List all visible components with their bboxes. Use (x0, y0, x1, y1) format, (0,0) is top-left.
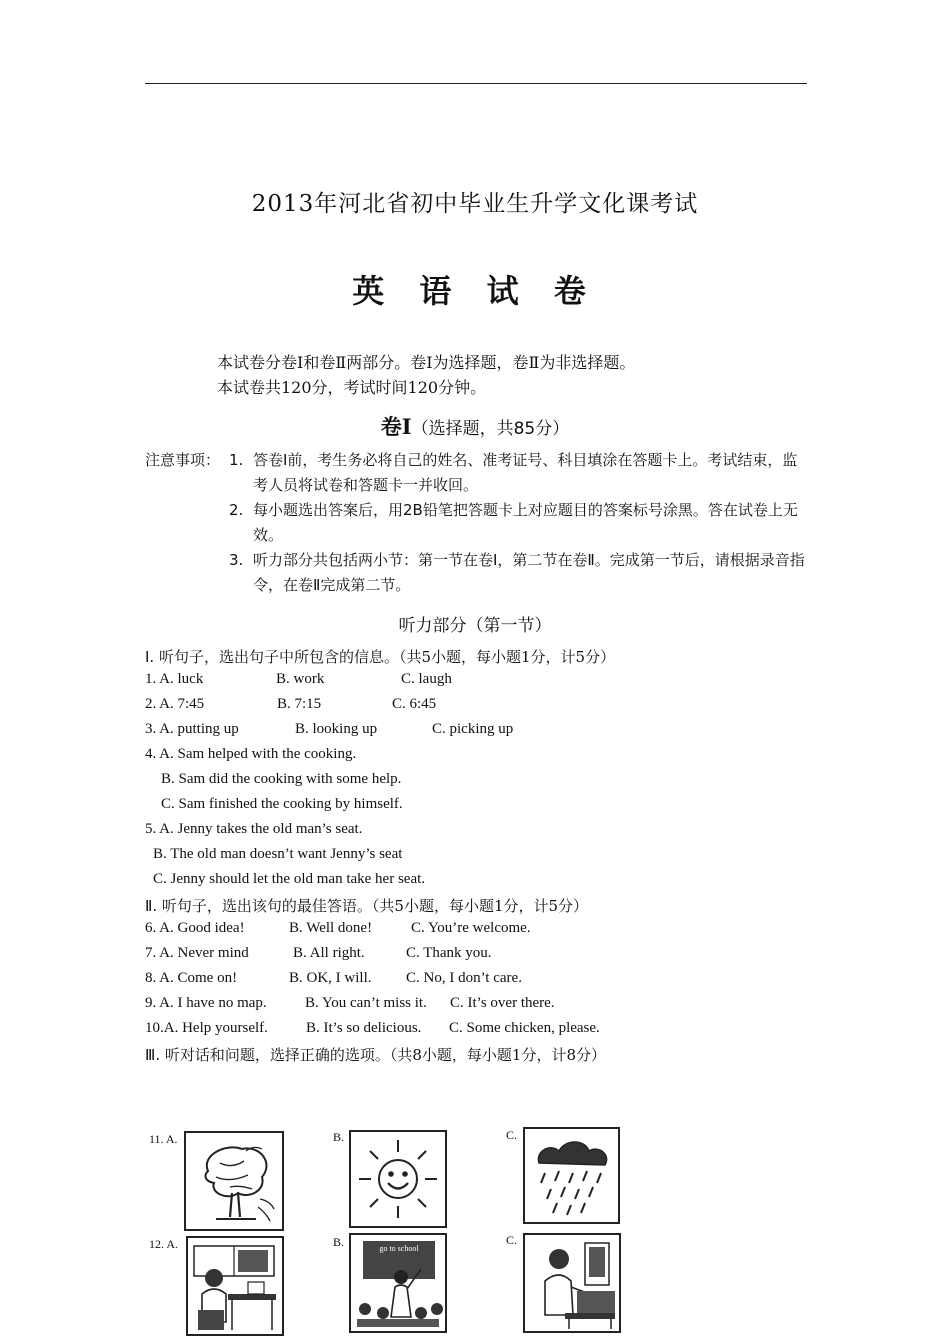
windy-tree-icon (186, 1133, 282, 1229)
girl-at-computer-icon (525, 1235, 619, 1331)
option-a: 2. A. 7:45 (145, 696, 205, 712)
intro-line-1: 本试卷分卷Ⅰ和卷Ⅱ两部分。卷Ⅰ为选择题，卷Ⅱ为非选择题。 (217, 353, 636, 372)
note-num-3: 3. (229, 551, 244, 569)
question-5-a: 5. A. Jenny takes the old man’s seat. (145, 821, 363, 837)
classroom-icon (351, 1235, 445, 1331)
option-c: C. It’s over there. (450, 995, 555, 1011)
header-rule (145, 83, 807, 84)
option-c: C. You’re welcome. (411, 920, 531, 936)
option-b: B. work (276, 671, 325, 687)
option-a: 3. A. putting up (145, 721, 239, 737)
section2-heading (145, 895, 588, 916)
listening-title: 听力部分（第一节） (398, 616, 552, 636)
section1-head: Ⅰ. 听句子，选出句子中所包含的信息。 (145, 648, 399, 666)
question-5-c: C. Jenny should let the old man take her seat. (153, 871, 426, 887)
sun-icon (351, 1132, 445, 1226)
option-a: 8. A. Come on! (145, 970, 238, 986)
section1-sub: （共5小题，每小题1分，计5分） (398, 648, 616, 666)
option-b: B. You can’t miss it. (305, 995, 427, 1011)
option-c: C. Thank you. (406, 945, 492, 961)
q12-picture-a (186, 1236, 284, 1336)
option-a: 1. A. luck (145, 671, 204, 687)
question-4-b: B. Sam did the cooking with some help. (161, 771, 402, 787)
question-10 (145, 1020, 600, 1037)
subject-title: 英 语 试 卷 (352, 272, 598, 310)
q12-label-a: 12. A. (149, 1237, 179, 1251)
part1-desc: （选择题，共85分） (411, 419, 570, 439)
note-num-2: 2. (229, 501, 244, 519)
note-text-2: 每小题选出答案后，用2B铅笔把答题卡上对应题目的答案标号涂黑。答在试卷上无效。 (253, 501, 798, 544)
note-num-1: 1. (229, 451, 244, 469)
q12-label-b: B. (333, 1235, 345, 1249)
section2-head: Ⅱ. 听句子，选出该句的最佳答语。 (145, 897, 372, 915)
board-text: go to school (379, 1244, 419, 1253)
option-c: C. Some chicken, please. (449, 1020, 600, 1036)
question-5-b: B. The old man doesn’t want Jenny’s seat (153, 846, 403, 862)
question-7 (145, 945, 492, 962)
question-6 (145, 920, 531, 937)
question-2 (145, 696, 436, 713)
option-a: 6. A. Good idea! (145, 920, 245, 936)
option-b: B. It’s so delicious. (306, 1020, 422, 1036)
q11-picture-a (184, 1131, 284, 1231)
q11-picture-b (349, 1130, 447, 1228)
option-c: C. picking up (432, 721, 514, 737)
section3-sub: （共8小题，每小题1分，计8分） (389, 1046, 607, 1064)
q11-picture-c (523, 1127, 620, 1224)
option-b: B. Well done! (289, 920, 373, 936)
q12-picture-c (523, 1233, 621, 1333)
option-b: B. 7:15 (277, 696, 322, 712)
option-a: 10.A. Help yourself. (145, 1020, 268, 1036)
question-1 (145, 671, 452, 688)
part1-heading (0, 411, 950, 441)
section3-head: Ⅲ. 听对话和问题，选择正确的选项。 (145, 1046, 390, 1064)
option-c: C. 6:45 (392, 696, 437, 712)
rain-cloud-icon (525, 1129, 618, 1222)
q11-label-b: B. (333, 1130, 345, 1144)
intro-line-2: 本试卷共120分，考试时间120分钟。 (217, 378, 487, 397)
section1-heading (145, 646, 615, 667)
option-a: 9. A. I have no map. (145, 995, 267, 1011)
girl-at-desk-icon (188, 1238, 282, 1334)
option-c: C. laugh (401, 671, 452, 687)
option-c: C. No, I don’t care. (406, 970, 522, 986)
q12-picture-b (349, 1233, 447, 1333)
option-a: 7. A. Never mind (145, 945, 249, 961)
q12-label-c: C. (506, 1233, 518, 1247)
part1-label: 卷Ⅰ (380, 414, 412, 439)
section3-heading (145, 1044, 606, 1065)
question-4-c: C. Sam finished the cooking by himself. (161, 796, 403, 812)
option-b: B. looking up (295, 721, 378, 737)
exam-title: 2013年河北省初中毕业生升学文化课考试 (251, 191, 699, 217)
question-4-a: 4. A. Sam helped with the cooking. (145, 746, 357, 762)
note-text-1: 答卷Ⅰ前，考生务必将自己的姓名、准考证号、科目填涂在答题卡上。考试结束，监考人员将试卷和答题卡一并收回。 (253, 451, 798, 494)
option-b: B. OK, I will. (289, 970, 372, 986)
question-3 (145, 721, 513, 738)
q11-label-a: 11. A. (149, 1132, 178, 1146)
question-9 (145, 995, 555, 1012)
option-b: B. All right. (293, 945, 365, 961)
section2-sub: （共5小题，每小题1分，计5分） (371, 897, 589, 915)
question-8 (145, 970, 522, 987)
note-text-3: 听力部分共包括两小节：第一节在卷Ⅰ，第二节在卷Ⅱ。完成第一节后，请根据录音指令，在卷Ⅱ完成第二节。 (253, 551, 805, 594)
notes-label: 注意事项： (145, 451, 221, 469)
q11-label-c: C. (506, 1128, 518, 1142)
